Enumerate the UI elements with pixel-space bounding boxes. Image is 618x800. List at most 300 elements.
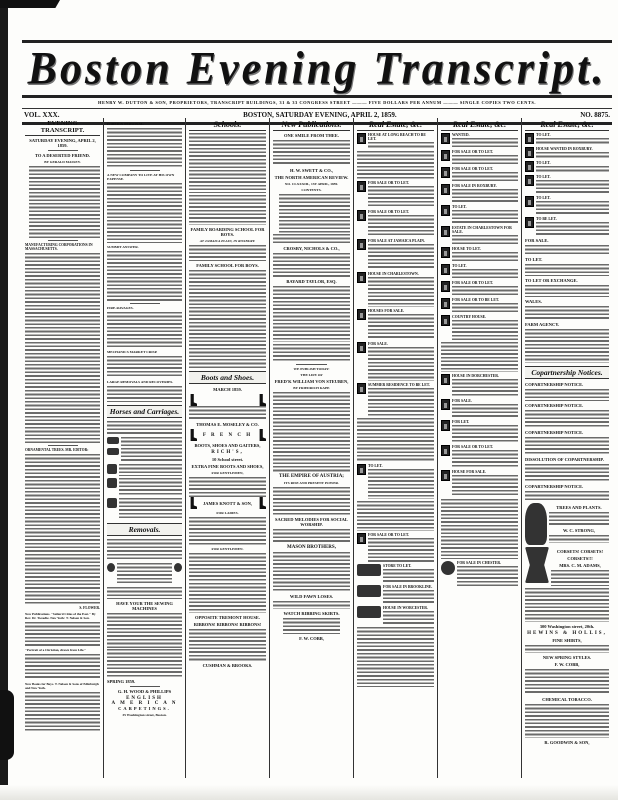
item-summit-text bbox=[107, 251, 182, 301]
divider bbox=[48, 240, 78, 241]
ad-text bbox=[457, 566, 518, 588]
section-removals: Removals. bbox=[107, 523, 182, 536]
ad-corsets-heading: CORSETS! CORSETS! bbox=[556, 549, 604, 554]
ad-title: FOR SALE IN CHESTER. bbox=[457, 561, 502, 565]
boarding-text bbox=[189, 245, 266, 261]
article-publications-heading: New Publications. "Suburd Cities of the East." By Rev. Dr. Tweedie. New York: T. Nelson & Son. bbox=[25, 612, 96, 620]
real-estate-ad bbox=[357, 464, 434, 499]
ad-text bbox=[383, 590, 434, 604]
crosby-text bbox=[273, 253, 350, 277]
ad-text bbox=[368, 215, 434, 237]
divider bbox=[130, 686, 160, 687]
horse-ad bbox=[107, 448, 182, 462]
knott-row bbox=[189, 497, 266, 509]
ad-title: TO LET. bbox=[536, 161, 551, 165]
divider bbox=[48, 445, 78, 446]
ad-title: FOR SALE OR TO LET. bbox=[452, 445, 494, 449]
ad-american: A M E R I C A N bbox=[111, 701, 178, 706]
real-estate-ad bbox=[525, 175, 609, 194]
ad-for-gentlemen-2: FOR GENTLEMEN. bbox=[211, 547, 244, 551]
ad-text bbox=[368, 186, 434, 208]
boot-icon bbox=[189, 394, 197, 406]
ad-title: FOR SALE. bbox=[452, 399, 472, 403]
item-market-text bbox=[107, 356, 182, 378]
house-icon bbox=[441, 420, 450, 431]
building-illustration bbox=[357, 564, 381, 576]
ad-text bbox=[536, 166, 609, 173]
adams-text bbox=[551, 570, 609, 586]
item-large: LARGE REMOVALS AND RECOVERIES. bbox=[107, 380, 174, 384]
ad-text bbox=[452, 210, 518, 224]
ad-text bbox=[119, 498, 182, 520]
column-3 bbox=[186, 118, 270, 778]
ad-strong: W. C. STRONG, bbox=[563, 528, 595, 533]
horse-icon bbox=[107, 498, 117, 508]
ad-text bbox=[525, 306, 609, 320]
ad-contents: CONTENTS. bbox=[301, 188, 322, 192]
ad-for-ladies: FOR LADIES. bbox=[216, 511, 239, 515]
ad-title: FOR SALE OR TO LET. bbox=[452, 281, 494, 285]
mason-text bbox=[273, 552, 350, 592]
ad-title: FOR SALE AT JAMAICA PLAIN. bbox=[368, 239, 425, 243]
ad-title: ESTATE IN CHARLESTOWN FOR SALE. bbox=[452, 226, 512, 234]
ad-text bbox=[368, 314, 434, 340]
house-icon bbox=[441, 226, 450, 237]
ad-title: HOUSE IN CHARLESTOWN. bbox=[368, 272, 419, 276]
real-estate-ad bbox=[441, 420, 518, 443]
article-portrait-heading: "Portrait of a Christian, drawn from Life." bbox=[25, 648, 87, 652]
horse-ad bbox=[107, 478, 182, 496]
house-icon bbox=[525, 161, 534, 172]
ad-title: FOR SALE. bbox=[368, 342, 388, 346]
trees-ad bbox=[525, 503, 609, 545]
scan-bottom-edge bbox=[0, 785, 618, 800]
ad-text bbox=[536, 180, 609, 194]
poem-author: BY GERALD MASSEY. bbox=[44, 160, 81, 164]
house-icon bbox=[357, 383, 366, 394]
ad-boots-shoes-gaiters: BOOTS, SHOES AND GAITERS, bbox=[194, 443, 261, 448]
real-estate-ad bbox=[525, 133, 609, 145]
contents-list bbox=[279, 194, 350, 234]
house-icon bbox=[441, 167, 450, 178]
ad-title: FOR SALE OR TO LET. bbox=[368, 210, 410, 214]
tree-icon bbox=[441, 561, 455, 575]
strong-text bbox=[549, 535, 609, 543]
ad-text bbox=[536, 152, 609, 159]
article-portrait-text bbox=[25, 654, 100, 680]
ad-corsets: CORSETS!!! bbox=[567, 556, 593, 561]
divider bbox=[130, 170, 160, 171]
ad-title: FOR SALE OR TO LET. bbox=[452, 150, 494, 154]
grapes-illustration bbox=[525, 503, 547, 545]
column-1 bbox=[22, 118, 104, 778]
section-copartnership: Copartnership Notices. bbox=[525, 366, 609, 379]
article-ornamental-heading: ORNAMENTAL TREES. MR. EDITOR: bbox=[25, 448, 89, 452]
ad-hewins: HEWINS & HOLLIS, bbox=[527, 631, 607, 636]
tree-icon bbox=[107, 563, 115, 572]
real-estate-ad bbox=[441, 184, 518, 203]
section-boots: Boots and Shoes. bbox=[189, 371, 266, 384]
item-new-company: A NEW COMPANY TO LIVE AT HIS OWN EXPENSE. bbox=[107, 173, 175, 181]
ad-text bbox=[452, 450, 518, 468]
ad-text bbox=[452, 252, 518, 262]
horses-text bbox=[107, 421, 182, 435]
house-icon bbox=[525, 133, 534, 144]
sacred-text bbox=[273, 529, 350, 543]
ad-text bbox=[368, 347, 434, 381]
ad-title: WANTED. bbox=[452, 133, 470, 137]
house-icon bbox=[441, 298, 450, 309]
chemical-text bbox=[525, 704, 609, 738]
real-estate-heading-1: Real Estate, &c. bbox=[357, 120, 434, 131]
horse-ad bbox=[107, 464, 182, 476]
ad-title: TO LET. bbox=[536, 133, 551, 137]
column-2 bbox=[104, 118, 186, 778]
scan-edge bbox=[0, 0, 8, 800]
poem-title: TO A DESERTED FRIEND. bbox=[34, 153, 91, 158]
ad-text bbox=[452, 475, 518, 497]
column-6 bbox=[438, 118, 522, 778]
house-icon bbox=[441, 264, 450, 275]
real-estate-ad bbox=[441, 281, 518, 296]
real-estate-ad bbox=[441, 205, 518, 224]
house-icon bbox=[357, 272, 366, 283]
ad-text bbox=[536, 222, 609, 236]
carriage-icon bbox=[107, 448, 119, 455]
house-icon bbox=[525, 175, 534, 186]
publications-heading: New Publications. bbox=[273, 120, 350, 131]
ad-title: FOR SALE IN ROXBURY. bbox=[452, 184, 497, 188]
real-estate-ad bbox=[525, 217, 609, 236]
ad-text bbox=[452, 172, 518, 182]
ad-text bbox=[525, 329, 609, 363]
boot-icon bbox=[258, 497, 266, 509]
ad-kapp: BY FRIEDRICH KAPP. bbox=[293, 386, 330, 390]
real-estate-ad bbox=[441, 298, 518, 313]
ad-text bbox=[119, 478, 182, 496]
ad-text bbox=[368, 388, 434, 416]
ad-family-school: FAMILY SCHOOL FOR BOYS. bbox=[196, 263, 259, 268]
ad-text bbox=[525, 264, 609, 276]
ad-text bbox=[452, 404, 518, 418]
item-new-company-text bbox=[107, 183, 182, 243]
ad-text bbox=[117, 563, 172, 585]
ad-for-gentlemen: FOR GENTLEMEN, bbox=[211, 471, 244, 475]
ad-text bbox=[452, 138, 518, 148]
ad-text bbox=[368, 469, 434, 499]
ad-text bbox=[357, 627, 434, 687]
item-market: MECHANICS MARKET CRISP. bbox=[107, 350, 158, 354]
carriage-icon bbox=[107, 437, 119, 444]
ad-for-sale: FOR SALE. bbox=[525, 238, 549, 243]
ad-title: TO LET. bbox=[452, 264, 467, 268]
scan-thumb-shadow bbox=[0, 690, 14, 760]
real-estate-ad bbox=[441, 167, 518, 182]
real-estate-ad bbox=[357, 606, 434, 625]
imprint-line: HENRY W. DUTTON & SON, PROPRIETORS, TRANSCRIPT BUILDINGS, 31 & 33 CONGRESS STREET ——— FIVE DOLLARS PER ANNUM ——— SINGLE COPIES TWO CENTS. bbox=[97, 100, 537, 105]
ad-carpetings: CARPETINGS. bbox=[118, 706, 171, 711]
ad-title: HOUSE WANTED IN ROXBURY. bbox=[536, 147, 593, 151]
notice: COPARTNERSHIP NOTICE. bbox=[525, 484, 584, 489]
boots-text bbox=[189, 406, 266, 420]
notice: COPARTNERSHIP NOTICE. bbox=[525, 403, 584, 408]
column-5 bbox=[354, 118, 438, 778]
ad-adams: MRS. C. M. ADAMS, bbox=[559, 563, 601, 568]
horse-icon bbox=[107, 464, 117, 474]
house-icon bbox=[441, 184, 450, 195]
ad-moseley: THOMAS E. MOSELEY & CO. bbox=[196, 422, 259, 427]
ad-austria: THE EMPIRE OF AUSTRIA; bbox=[279, 474, 344, 479]
real-estate-ad bbox=[357, 564, 434, 583]
real-estate-ad bbox=[441, 374, 518, 397]
ad-title: HOUSE TO LET. bbox=[452, 247, 481, 251]
article-ornamental-text bbox=[25, 454, 100, 604]
ad-publish-today: WE PUBLISH TODAY: bbox=[293, 367, 330, 371]
ad-text bbox=[368, 142, 434, 149]
french-row bbox=[189, 429, 266, 441]
ad-text bbox=[121, 448, 182, 462]
ad-goodwin: R. GOODWIN & SON, bbox=[544, 740, 590, 745]
ad-title: FOR SALE OR TO LET. bbox=[452, 167, 494, 171]
notice: COPARTNERSHIP NOTICE. bbox=[525, 430, 584, 435]
masthead-title: Boston Evening Transcript. bbox=[27, 42, 607, 95]
ad-ricks: RICH'S, bbox=[211, 450, 244, 455]
boot-icon bbox=[258, 429, 266, 441]
ad-title: FOR SALE IN BROOKLINE. bbox=[383, 585, 433, 589]
real-estate-ad bbox=[357, 585, 434, 604]
ad-chemical: CHEMICAL TOBACCO. bbox=[542, 697, 592, 702]
tree-icon bbox=[174, 563, 182, 572]
ad-review-no: NO. CLXXXIII., 1ST APRIL, 1859. bbox=[284, 182, 339, 186]
ad-text bbox=[368, 538, 434, 562]
ad-life-of: THE LIFE OF bbox=[300, 373, 323, 377]
house-icon bbox=[357, 342, 366, 353]
ad-text bbox=[368, 244, 434, 270]
ad-title: HOUSE AT LONG BEACH TO BE LET. bbox=[368, 133, 426, 141]
ad-one-smile: ONE SMILE FROM THEE. bbox=[284, 133, 339, 138]
ad-text bbox=[368, 277, 434, 307]
ad-title: FOR SALE OR TO BE LET. bbox=[452, 298, 500, 302]
real-estate-ad bbox=[357, 383, 434, 416]
review-note bbox=[273, 234, 350, 244]
ad-text bbox=[119, 464, 182, 476]
article-books-heading: New Books for Boys. T. Nelson & Sons of Edinburgh and New York. bbox=[25, 682, 99, 690]
house-icon bbox=[525, 147, 534, 158]
article-books-text bbox=[25, 692, 100, 732]
ad-boarding-school: FAMILY BOARDING SCHOOL FOR BOYS. bbox=[190, 227, 265, 237]
ad-text bbox=[441, 342, 518, 372]
notice-text bbox=[525, 464, 609, 482]
ad-text bbox=[452, 235, 518, 245]
poem-text bbox=[29, 166, 100, 238]
ad-farm-agency: FARM AGENCY. bbox=[525, 322, 560, 327]
ad-text bbox=[357, 418, 434, 462]
shirts-text bbox=[525, 645, 609, 653]
item-foreign-text bbox=[107, 128, 182, 168]
house-icon bbox=[525, 217, 534, 228]
ad-text bbox=[383, 569, 434, 583]
house-icon bbox=[357, 464, 366, 475]
column-7 bbox=[522, 118, 612, 778]
ad-text bbox=[452, 303, 518, 313]
ad-title: TO LET. bbox=[536, 196, 551, 200]
notice-text bbox=[525, 437, 609, 455]
ad-english: ENGLISH bbox=[126, 696, 163, 701]
house-icon bbox=[357, 133, 366, 144]
ad-watch: WATCH RIBBING SKIRTS. bbox=[283, 611, 340, 616]
ad-text bbox=[357, 501, 434, 531]
article-publications-text bbox=[25, 622, 100, 646]
furnace-text bbox=[107, 649, 182, 677]
notice: DISSOLUTION OF COPARTNERSHIP. bbox=[525, 457, 604, 462]
ad-text bbox=[452, 189, 518, 203]
ladies-text bbox=[189, 517, 266, 545]
ad-place: AT JAMAICA PLAIN, IN ROXBURY. bbox=[199, 239, 256, 243]
ad-cobb: F. W. COBB, bbox=[299, 636, 324, 641]
bayard-text bbox=[273, 286, 350, 342]
ad-cobb-7: F. W. COBB, bbox=[554, 662, 580, 667]
horse-ad bbox=[107, 437, 182, 446]
notice: COPARTNERSHIP NOTICE. bbox=[525, 382, 584, 387]
horse-ad bbox=[107, 498, 182, 520]
ad-title: TO LET. bbox=[368, 464, 383, 468]
cobb-text bbox=[525, 669, 609, 695]
ad-review: THE NORTH AMERICAN REVIEW. bbox=[274, 175, 349, 180]
article-manufacturing-text bbox=[25, 253, 100, 443]
ad-text bbox=[525, 285, 609, 297]
boot-icon bbox=[189, 429, 197, 441]
schools-heading: Schools. bbox=[189, 120, 266, 131]
editorial-date: SATURDAY EVENING, APRIL 2, 1859. bbox=[29, 138, 96, 148]
ad-title: TO LET. bbox=[536, 175, 551, 179]
real-estate-ad bbox=[441, 561, 518, 588]
issue-date: BOSTON, SATURDAY EVENING, APRIL 2, 1859. bbox=[243, 111, 397, 119]
ad-crosby: CROSBY, NICHOLS & CO., bbox=[283, 246, 340, 251]
ad-text bbox=[536, 138, 609, 145]
ad-text bbox=[121, 437, 182, 446]
ad-text bbox=[383, 611, 434, 625]
ad-text bbox=[452, 269, 518, 279]
house-icon bbox=[441, 315, 450, 326]
publisher-text bbox=[273, 344, 350, 362]
house-icon bbox=[441, 247, 450, 258]
house-icon bbox=[441, 150, 450, 161]
house-icon bbox=[441, 445, 450, 456]
ad-new-spring: NEW SPRING STYLES. bbox=[542, 655, 592, 660]
house-icon bbox=[357, 239, 366, 250]
horse-icon bbox=[107, 478, 117, 488]
ad-cushman: CUSHMAN & BROOKS. bbox=[202, 663, 253, 668]
ad-extra-fine: EXTRA FINE BOOTS AND SHOES, bbox=[191, 464, 264, 469]
columns-container bbox=[22, 118, 612, 778]
ad-sewing: HAVE YOUR THE SEWING MACHINES bbox=[116, 601, 173, 611]
ad-steuben: FRED'K WILLIAM VON STEUBEN, bbox=[274, 379, 349, 384]
real-estate-ad bbox=[357, 272, 434, 307]
article-manufacturing-heading: MANUFACTURING CORPORATIONS IN MASSACHUSETTS. bbox=[25, 243, 93, 251]
building-illustration bbox=[357, 585, 381, 597]
real-estate-ad bbox=[525, 196, 609, 215]
house-icon bbox=[357, 181, 366, 192]
item-large-text bbox=[107, 386, 182, 402]
ad-text bbox=[452, 320, 518, 340]
removals-text bbox=[107, 539, 182, 561]
boot-icon bbox=[258, 394, 266, 406]
corsets-ad bbox=[525, 547, 609, 586]
house-icon bbox=[441, 470, 450, 481]
ad-text bbox=[452, 379, 518, 397]
scan-corner bbox=[0, 0, 60, 8]
house-icon bbox=[441, 205, 450, 216]
ad-mason: MASON BROTHERS, bbox=[287, 545, 336, 550]
notice-text bbox=[525, 389, 609, 401]
editorial-heading: EVENING TRANSCRIPT. bbox=[25, 120, 100, 136]
house-icon bbox=[357, 210, 366, 221]
schools-text bbox=[189, 133, 266, 193]
schools-text-2 bbox=[189, 195, 266, 225]
ad-opposite: OPPOSITE TREMONT HOUSE. bbox=[195, 615, 260, 620]
ad-text bbox=[452, 286, 518, 296]
real-estate-ad bbox=[357, 133, 434, 149]
ad-james-knott: JAMES KNOTT & SON, bbox=[203, 500, 252, 506]
family-school-text bbox=[189, 270, 266, 320]
watch-text bbox=[283, 618, 340, 634]
ad-title: SUMMER RESIDENCE TO BE LET. bbox=[368, 383, 430, 387]
real-estate-heading-3: Real Estate, &c. bbox=[525, 120, 609, 131]
real-estate-ad bbox=[441, 445, 518, 468]
real-estate-ad bbox=[357, 309, 434, 340]
item-fire-text bbox=[107, 312, 182, 348]
ad-title: COUNTRY HOUSE. bbox=[452, 315, 487, 319]
ribbons-text bbox=[189, 629, 266, 661]
house-icon bbox=[441, 281, 450, 292]
notice-text bbox=[525, 410, 609, 428]
real-estate-ad bbox=[357, 342, 434, 381]
signature: S. FLOWER. bbox=[79, 606, 100, 610]
ad-title: TO BE LET. bbox=[536, 217, 557, 221]
ad-spring: SPRING 1859. bbox=[107, 679, 136, 684]
real-estate-ad bbox=[441, 315, 518, 340]
section-horses: Horses and Carriages. bbox=[107, 405, 182, 418]
ad-text bbox=[452, 155, 518, 165]
column-4 bbox=[270, 118, 354, 778]
extra-fine-text bbox=[189, 477, 266, 497]
ad-text bbox=[441, 499, 518, 559]
one-smile-text bbox=[273, 140, 350, 166]
ad-to-let-exchange: TO LET OR EXCHANGE. bbox=[525, 278, 578, 283]
real-estate-ad bbox=[441, 226, 518, 245]
ad-wood-firm: G. H. WOOD & PHILLIPS bbox=[117, 689, 172, 694]
ad-title: FOR SALE OR TO LET. bbox=[368, 181, 410, 185]
ad-sacred: SACRED MELODIES FOR SOCIAL WORSHIP. bbox=[275, 517, 348, 527]
ad-title: HOUSES FOR SALE. bbox=[368, 309, 405, 313]
ad-address: 35 Washington street, Boston. bbox=[122, 713, 167, 717]
wild-fawn-text bbox=[273, 601, 350, 609]
issue-number: NO. 8875. bbox=[580, 111, 610, 119]
ad-title: FOR SALE OR TO LET. bbox=[368, 533, 410, 537]
item-foreign: FOREIGN PERSONAL. bbox=[107, 122, 145, 126]
house-icon bbox=[357, 533, 366, 544]
volume-number: VOL. XXX. bbox=[24, 111, 60, 119]
boot-icon bbox=[189, 497, 197, 509]
ad-title: HOUSE FOR SALE. bbox=[452, 470, 487, 474]
real-estate-ad bbox=[441, 150, 518, 165]
boot-row bbox=[189, 394, 266, 406]
corsets-text bbox=[525, 588, 609, 622]
real-estate-ad bbox=[441, 264, 518, 279]
ad-text bbox=[452, 425, 518, 443]
ad-adams-address: 300 Washington street, 20th. bbox=[539, 624, 595, 629]
real-estate-ad bbox=[525, 147, 609, 159]
